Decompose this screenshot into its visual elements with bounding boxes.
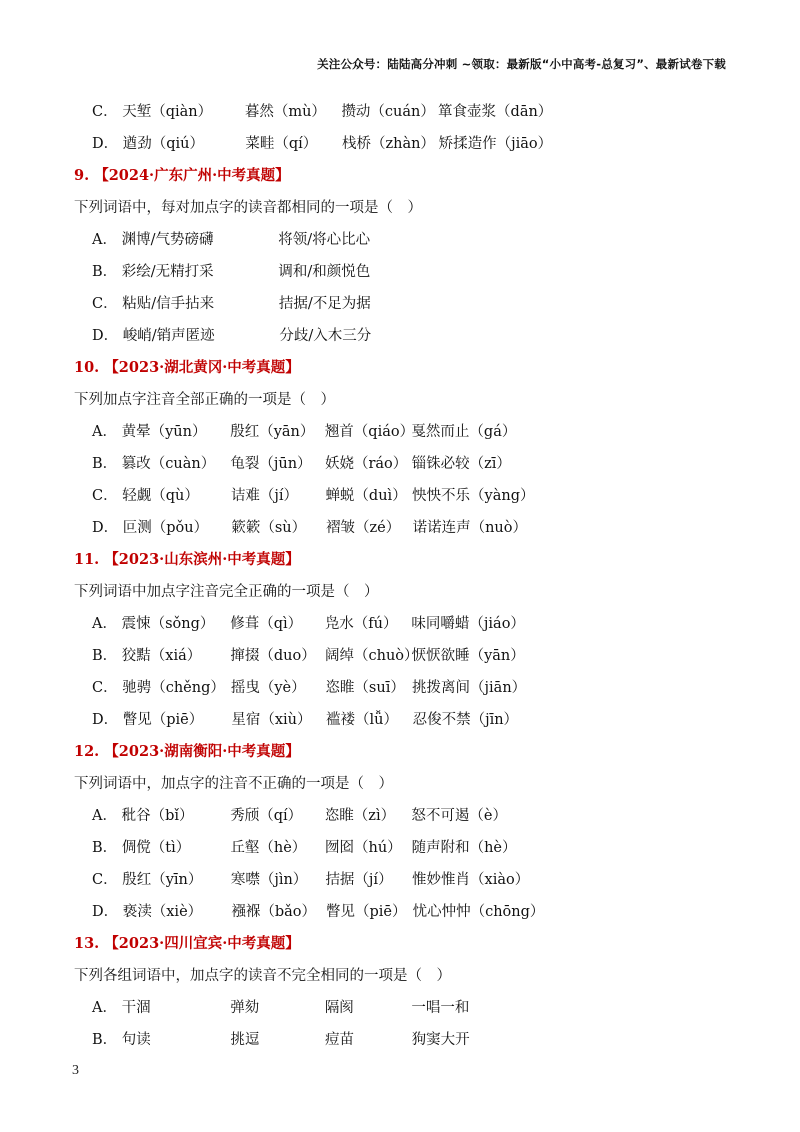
page-header: 关注公众号：陆陆高分冲刺 ~领取：最新版“小中高考-总复习”、最新试卷下载 (317, 57, 726, 71)
option-row: C． 轻觑（qù） 诘难（jí） 蝉蜕（duì） 怏怏不乐（yàng） (92, 488, 535, 504)
option-row: A． 黄晕（yūn） 殷红（yān） 翘首（qiáo） 戛然而止（gá） (92, 424, 517, 440)
option-row: B． 倜傥（tì） 丘壑（hè） 囫囵（hú） 随声附和（hè） (92, 840, 517, 856)
option-row: B． 狡黠（xiá） 撺掇（duo） 阔绰（chuò） 恹恹欲睡（yān） (92, 648, 525, 664)
question-stem: 下列词语中，每对加点字的读音都相同的一项是（ ） (74, 200, 422, 216)
option-row: A． 秕谷（bǐ） 秀颀（qí） 恣睢（zì） 怒不可遏（è） (92, 808, 508, 824)
option-row: A． 干涸 弹劾 隔阂 一唱一和 (92, 1000, 470, 1016)
option-row: B． 篡改（cuàn） 龟裂（jūn） 妖娆（ráo） 锱铢必较（zī） (92, 456, 511, 472)
question-heading: 10. 【2023·湖北黄冈·中考真题】 (74, 359, 300, 376)
option-row: D． 亵渎（xiè） 襁褓（bǎo） 瞥见（piē） 忧心忡忡（chōng） (92, 904, 545, 920)
option-row: A． 震悚（sǒng） 修葺（qì） 凫水（fú） 味同嚼蜡（jiáo） (92, 616, 525, 632)
page-number: 3 (72, 1063, 79, 1078)
option-row: C． 驰骋（chěng） 摇曳（yè） 恣睢（suī） 挑拨离间（jiān） (92, 680, 527, 696)
question-stem: 下列各组词语中，加点字的读音不完全相同的一项是（ ） (74, 968, 451, 984)
option-row: D． 峻峭/销声匿迹 分歧/入木三分 (92, 328, 372, 344)
document-body (74, 96, 734, 1056)
option-row: B． 句读 挑逗 痘苗 狗窦大开 (92, 1032, 470, 1048)
question-heading: 11. 【2023·山东滨州·中考真题】 (74, 551, 300, 568)
option-row: D． 遒劲（qiú） 菜畦（qí） 栈桥（zhàn） 矫揉造作（jiāo） (92, 136, 553, 152)
question-heading: 9. 【2024·广东广州·中考真题】 (74, 167, 290, 184)
option-row: C． 天堑（qiàn） 暮然（mù） 攒动（cuán） 箪食壶浆（dān） (92, 104, 553, 120)
question-heading: 12. 【2023·湖南衡阳·中考真题】 (74, 743, 300, 760)
question-heading: 13. 【2023·四川宜宾·中考真题】 (74, 935, 300, 952)
option-row: D． 瞥见（piē） 星宿（xiù） 褴褛（lǚ） 忍俊不禁（jīn） (92, 712, 519, 728)
option-row: C． 殷红（yīn） 寒噤（jìn） 拮据（jí） 惟妙惟肖（xiào） (92, 872, 530, 888)
question-stem: 下列词语中，加点字的注音不正确的一项是（ ） (74, 776, 393, 792)
question-stem: 下列加点字注音全部正确的一项是（ ） (74, 392, 335, 408)
question-stem: 下列词语中加点字注音完全正确的一项是（ ） (74, 584, 379, 600)
option-row: A． 渊博/气势磅礴 将领/将心比心 (92, 232, 371, 248)
option-row: C． 粘贴/信手拈来 拮据/不足为据 (92, 296, 371, 312)
option-row: D． 叵测（pǒu） 簌簌（sù） 褶皱（zé） 诺诺连声（nuò） (92, 520, 527, 536)
option-row: B． 彩绘/无精打采 调和/和颜悦色 (92, 264, 371, 280)
